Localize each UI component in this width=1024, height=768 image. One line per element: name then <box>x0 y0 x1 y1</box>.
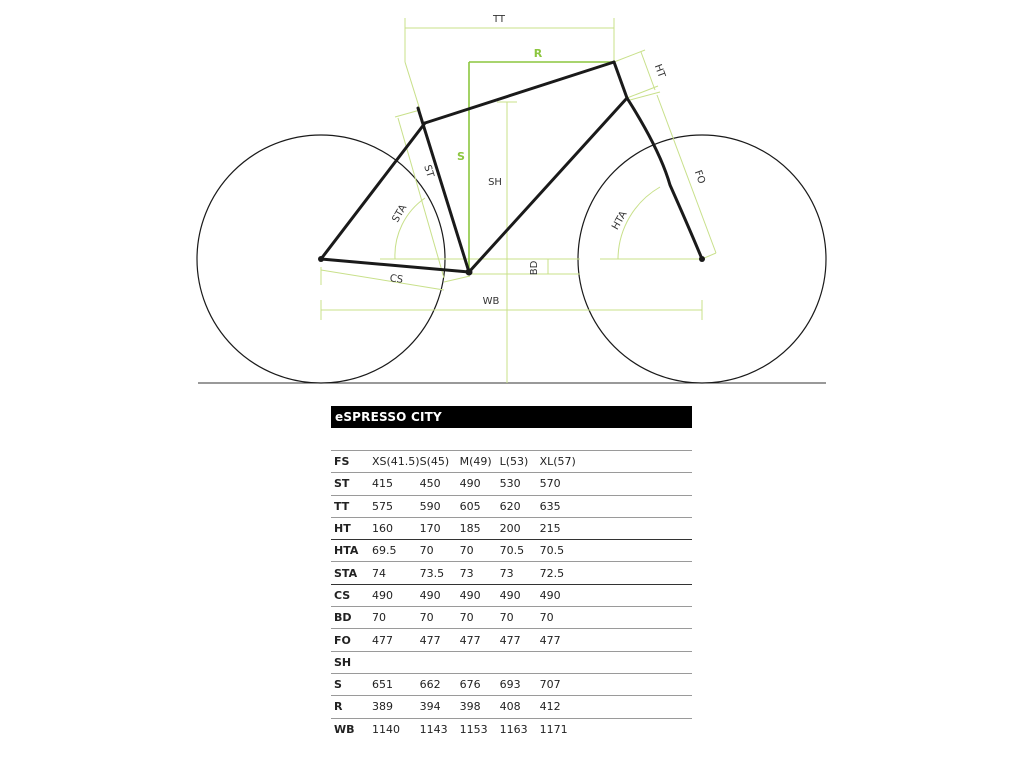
cell: 477 <box>460 629 500 651</box>
cell <box>420 651 460 673</box>
label-bd: BD <box>529 260 540 276</box>
label-wb: WB <box>482 296 500 307</box>
cell: 605 <box>460 495 500 517</box>
label-fo: FO <box>691 168 707 186</box>
cell: 490 <box>500 584 540 606</box>
cell: 477 <box>420 629 460 651</box>
row-key: HTA <box>331 540 372 562</box>
cell: 408 <box>500 696 540 718</box>
cell: 70 <box>420 607 460 629</box>
table-row <box>331 517 692 539</box>
cell: 490 <box>420 584 460 606</box>
row-key: TT <box>331 495 372 517</box>
table-row <box>331 673 692 695</box>
table-row <box>331 629 692 651</box>
cell: 1153 <box>460 718 500 740</box>
row-key: FO <box>331 629 372 651</box>
label-ht: HT <box>651 62 667 80</box>
table-row <box>331 696 692 718</box>
label-r: R <box>533 47 543 60</box>
cell <box>460 651 500 673</box>
table-row <box>331 584 692 606</box>
cell: 575 <box>372 495 420 517</box>
header-size: L(53) <box>500 451 540 473</box>
bottom-bracket <box>466 269 473 276</box>
reach-stack-lines <box>469 62 614 272</box>
header-key: FS <box>331 451 372 473</box>
fork <box>627 98 702 259</box>
header-size: M(49) <box>460 451 500 473</box>
cell: 74 <box>372 562 420 584</box>
cell: 676 <box>460 673 500 695</box>
cell: 69.5 <box>372 540 420 562</box>
cell: 490 <box>460 584 500 606</box>
cell: 70.5 <box>500 540 540 562</box>
cell: 185 <box>460 517 500 539</box>
cell: 662 <box>420 673 460 695</box>
table-row <box>331 651 692 673</box>
table-row <box>331 718 692 740</box>
cell: 398 <box>460 696 500 718</box>
cell: 394 <box>420 696 460 718</box>
table-header-row <box>331 451 692 473</box>
cell: 693 <box>500 673 540 695</box>
cell: 389 <box>372 696 420 718</box>
row-key: S <box>331 673 372 695</box>
row-key: ST <box>331 473 372 495</box>
cell: 1140 <box>372 718 420 740</box>
cell: 200 <box>500 517 540 539</box>
header-size: S(45) <box>420 451 460 473</box>
bike-frame <box>321 62 702 272</box>
row-key: CS <box>331 584 372 606</box>
cell: 651 <box>372 673 420 695</box>
table-row <box>331 473 692 495</box>
row-key: SH <box>331 651 372 673</box>
label-sta: STA <box>390 202 410 225</box>
cell: 490 <box>540 584 692 606</box>
label-hta: HTA <box>610 209 630 233</box>
table-row <box>331 495 692 517</box>
cell: 70 <box>500 607 540 629</box>
label-cs: CS <box>388 273 404 286</box>
label-sh: SH <box>488 177 502 188</box>
cell: 490 <box>372 584 420 606</box>
table-row <box>331 540 692 562</box>
geometry-table <box>331 406 692 740</box>
cell <box>540 651 692 673</box>
cell: 70 <box>540 607 692 629</box>
label-st: ST <box>421 163 436 179</box>
table-row <box>331 562 692 584</box>
cell: 477 <box>540 629 692 651</box>
cell: 160 <box>372 517 420 539</box>
cell: 415 <box>372 473 420 495</box>
cell: 170 <box>420 517 460 539</box>
cell: 70 <box>460 607 500 629</box>
row-key: HT <box>331 517 372 539</box>
cell: 70 <box>372 607 420 629</box>
cell: 70.5 <box>540 540 692 562</box>
cell: 70 <box>420 540 460 562</box>
seat-tube <box>418 108 469 272</box>
cell: 215 <box>540 517 692 539</box>
cell: 73 <box>460 562 500 584</box>
row-key: STA <box>331 562 372 584</box>
cell: 477 <box>372 629 420 651</box>
seat-stay <box>321 123 425 259</box>
cell: 707 <box>540 673 692 695</box>
row-key: BD <box>331 607 372 629</box>
top-tube <box>425 62 614 123</box>
header-size: XS(41.5) <box>372 451 420 473</box>
table-row <box>331 607 692 629</box>
rear-axle <box>318 256 324 262</box>
label-tt: TT <box>492 14 506 25</box>
cell: 477 <box>500 629 540 651</box>
cell: 450 <box>420 473 460 495</box>
cell: 73 <box>500 562 540 584</box>
cell: 1163 <box>500 718 540 740</box>
geometry-grid <box>331 450 692 740</box>
label-s: S <box>457 150 465 163</box>
table-title: eSPRESSO CITY <box>331 406 692 428</box>
cell: 70 <box>460 540 500 562</box>
cell <box>372 651 420 673</box>
cell: 73.5 <box>420 562 460 584</box>
cell: 635 <box>540 495 692 517</box>
cell: 72.5 <box>540 562 692 584</box>
row-key: WB <box>331 718 372 740</box>
cell: 1171 <box>540 718 692 740</box>
cell <box>500 651 540 673</box>
cell: 620 <box>500 495 540 517</box>
head-tube <box>614 62 627 98</box>
cell: 490 <box>460 473 500 495</box>
cell: 530 <box>500 473 540 495</box>
cell: 570 <box>540 473 692 495</box>
header-size: XL(57) <box>540 451 692 473</box>
cell: 1143 <box>420 718 460 740</box>
front-axle <box>699 256 705 262</box>
row-key: R <box>331 696 372 718</box>
cell: 412 <box>540 696 692 718</box>
cell: 590 <box>420 495 460 517</box>
chain-stay <box>321 259 469 272</box>
